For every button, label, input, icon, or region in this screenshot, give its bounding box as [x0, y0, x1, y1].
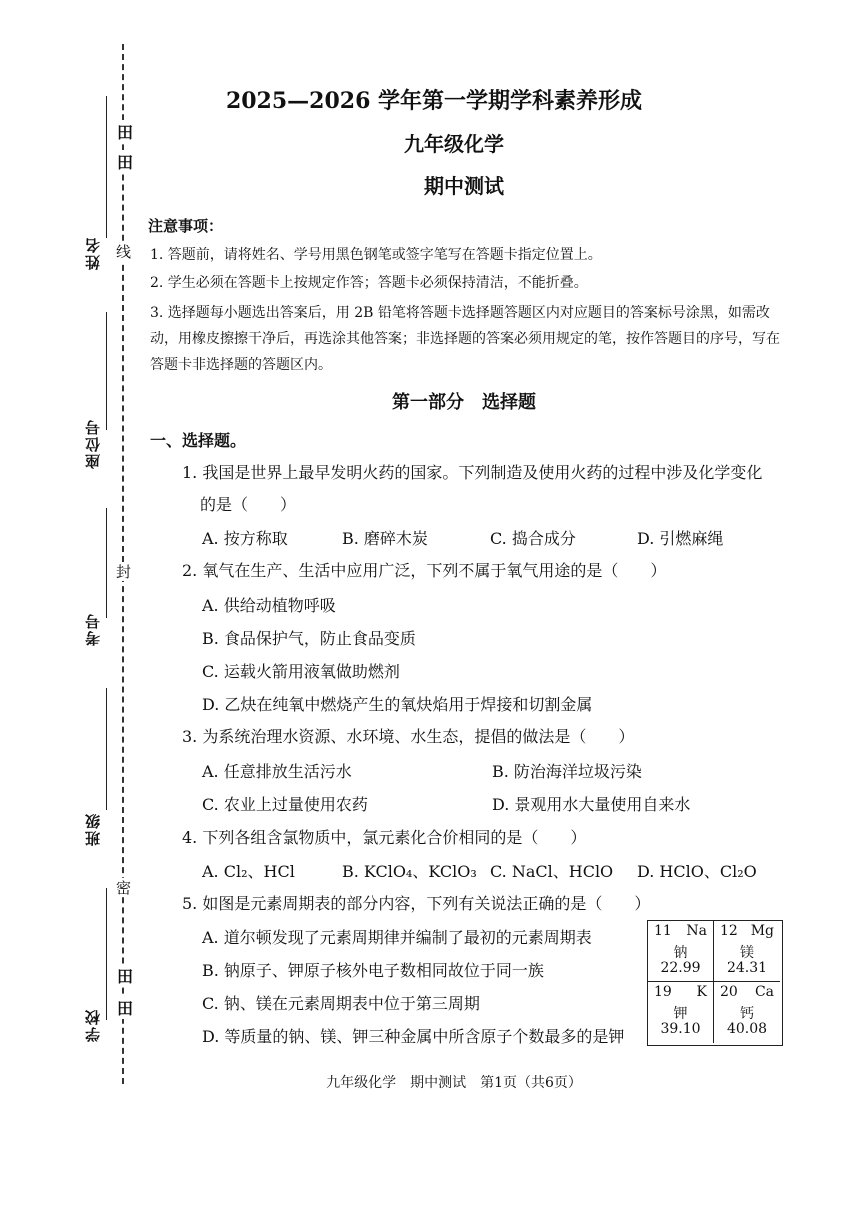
- question-4-option-a: A. Cl₂、HCl: [202, 862, 295, 881]
- atomic-number: 20: [720, 984, 738, 1000]
- margin-mark: 田: [117, 964, 133, 987]
- atomic-number: 11: [654, 923, 672, 939]
- question-5-stem: 5. 如图是元素周期表的部分内容，下列有关说法正确的是（ ）: [182, 894, 651, 913]
- margin-mark: 田: [117, 120, 133, 143]
- question-5-option-b: B. 钠原子、钾原子核外电子数相同故位于同一族: [202, 961, 544, 980]
- seal-char-line: 线: [114, 244, 132, 259]
- question-2-option-d: D. 乙炔在纯氧中燃烧产生的氧炔焰用于焊接和切割金属: [202, 695, 593, 714]
- notice-item: 3. 选择题每小题选出答案后，用 2B 铅笔将答题卡选择题答题区内对应题目的答案标号涂黑，如需改动，用橡皮擦擦干净后，再选涂其他答案；非选择题的答案必须用规定的笔，按作答题目的序号，写在答题卡非选择题的答题区内。: [150, 305, 780, 373]
- element-symbol: Ca: [754, 984, 774, 1000]
- element-name: 钠: [673, 945, 688, 961]
- question-5-option-c: C. 钠、镁在元素周期表中位于第三周期: [202, 994, 480, 1013]
- question-1-option-d: D. 引燃麻绳: [637, 529, 724, 548]
- question-3-option-c: C. 农业上过量使用农药: [202, 795, 368, 814]
- school-write-line: [106, 888, 107, 1020]
- question-1-option-a: A. 按方称取: [202, 529, 288, 548]
- atomic-mass: 22.99: [660, 960, 701, 976]
- label-seat: 座位号: [84, 418, 102, 469]
- margin-mark: 田: [117, 996, 133, 1019]
- class-write-line: [106, 688, 107, 810]
- element-name: 钾: [673, 1006, 688, 1022]
- question-1-option-b: B. 磨碎木炭: [342, 529, 428, 548]
- exam-number-write-line: [106, 508, 107, 618]
- seal-char-secret: 密: [114, 880, 132, 895]
- question-3-stem: 3. 为系统治理水资源、水环境、水生态，提倡的做法是（ ）: [182, 727, 635, 746]
- question-5-option-d: D. 等质量的钠、镁、钾三种金属中所含原子个数最多的是钾: [202, 1027, 625, 1046]
- notice-item: 1. 答题前，请将姓名、学号用黑色钢笔或签字笔写在答题卡指定位置上。: [150, 247, 602, 263]
- exam-type: 期中测试: [424, 174, 504, 198]
- atomic-mass: 24.31: [726, 960, 768, 976]
- question-5-option-a: A. 道尔顿发现了元素周期律并编制了最初的元素周期表: [202, 928, 592, 947]
- question-4-stem: 4. 下列各组含氯物质中，氯元素化合价相同的是（ ）: [182, 828, 587, 847]
- notice-title: 注意事项：: [148, 217, 224, 235]
- atomic-number: 12: [720, 923, 738, 939]
- part-title: 第一部分 选择题: [392, 392, 536, 413]
- seal-char-seal: 封: [114, 564, 132, 579]
- question-4-option-c: C. NaCl、HClO: [490, 862, 614, 881]
- question-1-stem-cont: 的是（ ）: [200, 495, 297, 514]
- margin-mark: 田: [117, 150, 133, 173]
- element-cell-potassium: [648, 982, 714, 1043]
- page-footer: 九年级化学 期中测试 第1页（共6页）: [326, 1075, 582, 1091]
- question-3-option-a: A. 任意排放生活污水: [202, 762, 352, 781]
- label-class: 班级: [84, 812, 102, 846]
- element-name: 钙: [740, 1006, 754, 1022]
- question-1-stem: 1. 我国是世界上最早发明火药的国家。下列制造及使用火药的过程中涉及化学变化: [182, 463, 763, 482]
- label-school: 学校: [84, 1008, 102, 1042]
- atomic-mass: 40.08: [726, 1021, 768, 1037]
- question-1-option-c: C. 捣合成分: [490, 529, 576, 548]
- element-symbol: Na: [686, 923, 707, 939]
- question-3-option-b: B. 防治海洋垃圾污染: [492, 762, 642, 781]
- element-cell-sodium: [648, 921, 714, 982]
- label-exam-number: 考号: [84, 612, 102, 646]
- exam-subject: 九年级化学: [404, 132, 504, 156]
- question-2-stem: 2. 氧气在生产、生活中应用广泛，下列不属于氧气用途的是（ ）: [182, 561, 667, 580]
- name-write-line: [106, 96, 107, 238]
- question-4-option-b: B. KClO₄、KClO₃: [342, 862, 477, 881]
- question-2-option-b: B. 食品保护气，防止食品变质: [202, 629, 416, 648]
- element-cell-magnesium: [714, 921, 780, 982]
- atomic-number: 19: [654, 984, 672, 1000]
- element-cell-calcium: [714, 982, 780, 1043]
- section-title: 一、选择题。: [150, 431, 247, 450]
- question-2-option-c: C. 运载火箭用液氧做助燃剂: [202, 662, 400, 681]
- question-4-option-d: D. HClO、Cl₂O: [637, 862, 757, 881]
- exam-title: 2025—2026 学年第一学期学科素养形成: [225, 88, 643, 114]
- element-symbol: Mg: [750, 923, 774, 939]
- element-name: 镁: [740, 945, 754, 961]
- periodic-table-excerpt: [647, 920, 783, 1046]
- question-3-option-d: D. 景观用水大量使用自来水: [492, 795, 691, 814]
- element-symbol: K: [696, 984, 707, 1000]
- question-2-option-a: A. 供给动植物呼吸: [202, 596, 336, 615]
- atomic-mass: 39.10: [660, 1021, 701, 1037]
- label-name: 姓名: [84, 236, 102, 270]
- notice-item: 2. 学生必须在答题卡上按规定作答；答题卡必须保持清洁，不能折叠。: [150, 275, 588, 291]
